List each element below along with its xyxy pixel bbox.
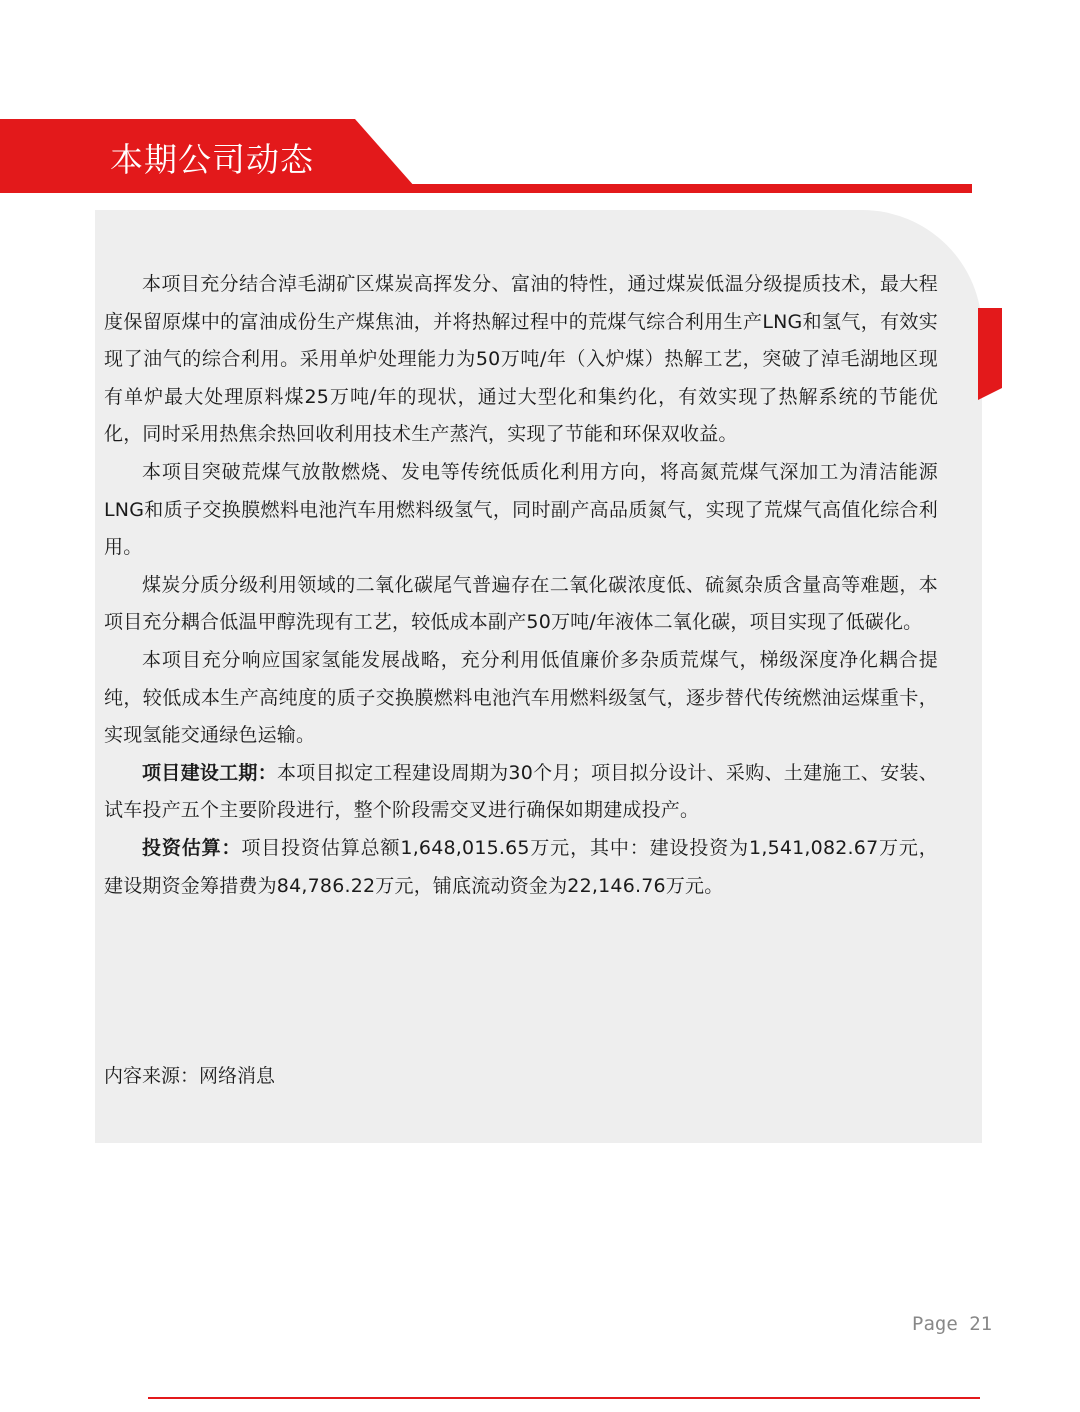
- paragraph-investment-estimate: 投资估算：项目投资估算总额1,648,015.65万元，其中：建设投资为1,541,082.67万元，建设期资金筹措费为84,786.22万元，铺底流动资金为22,146.76万元。: [104, 836, 938, 897]
- article-body: [104, 266, 938, 905]
- paragraph-4: 本项目充分响应国家氢能发展战略，充分利用低值廉价多杂质荒煤气，梯级深度净化耦合提纯，较低成本生产高纯度的质子交换膜燃料电池汽车用燃料级氢气，逐步替代传统燃油运煤重卡，实现氢能交通绿色运输。: [104, 648, 938, 747]
- page-number: Page 21: [912, 1313, 993, 1335]
- header-underline: [0, 184, 972, 193]
- construction-period-label: 项目建设工期：: [142, 761, 277, 784]
- paragraph-3: 煤炭分质分级利用领域的二氧化碳尾气普遍存在二氧化碳浓度低、硫氮杂质含量高等难题，本项目充分耦合低温甲醇洗现有工艺，较低成本副产50万吨/年液体二氧化碳，项目实现了低碳化。: [104, 573, 938, 634]
- content-source: 内容来源：网络消息: [104, 1065, 276, 1087]
- footer-line: [148, 1397, 980, 1399]
- paragraph-construction-period: 项目建设工期：本项目拟定工程建设周期为30个月；项目拟分设计、采购、土建施工、安装、试车投产五个主要阶段进行，整个阶段需交叉进行确保如期建成投产。: [104, 761, 938, 822]
- paragraph-2: 本项目突破荒煤气放散燃烧、发电等传统低质化利用方向，将高氮荒煤气深加工为清洁能源LNG和质子交换膜燃料电池汽车用燃料级氢气，同时副产高品质氮气，实现了荒煤气高值化综合利用。: [104, 460, 938, 559]
- side-tab-marker: [978, 308, 1002, 400]
- paragraph-1: 本项目充分结合淖毛湖矿区煤炭高挥发分、富油的特性，通过煤炭低温分级提质技术，最大程度保留原煤中的富油成份生产煤焦油，并将热解过程中的荒煤气综合利用生产LNG和氢气，有效实现了油气的综合利用。采用单炉处理能力为50万吨/年（入炉煤）热解工艺，突破了淖毛湖地区现有单炉最大处理原料煤25万吨/年的现状，通过大型化和集约化，有效实现了热解系统的节能优化，同时采用热焦余热回收利用技术生产蒸汽，实现了节能和环保双收益。: [104, 273, 938, 446]
- section-title: 本期公司动态: [110, 140, 314, 179]
- investment-estimate-label: 投资估算：: [142, 836, 242, 859]
